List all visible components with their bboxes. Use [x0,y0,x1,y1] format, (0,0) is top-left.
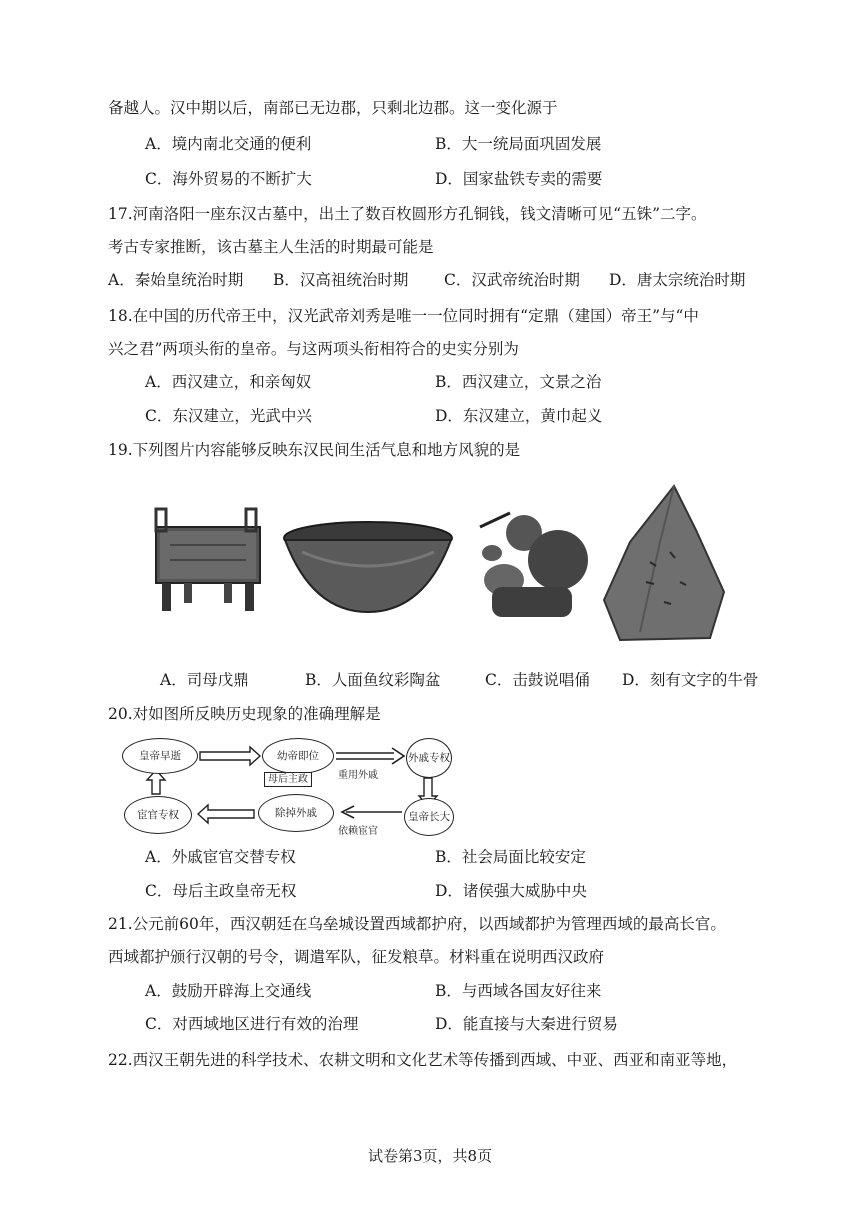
q17-stem-2: 考古专家推断，该古墓主人生活的时期最可能是 [108,238,434,256]
q18-option-d: D．东汉建立，黄巾起义 [435,407,603,425]
q16-option-d: D．国家盐铁专卖的需要 [435,170,603,188]
q21-stem-2: 西域都护颁行汉朝的号令，调遣军队，征发粮草。材料重在说明西汉政府 [108,948,605,966]
q21-stem-1: 21.公元前60年，西汉朝廷在乌垒城设置西域都护府，以西域都护为管理西域的最高长官。 [108,915,726,933]
page-footer: 试卷第3页，共8页 [368,1147,493,1165]
ding-vessel-image [150,505,270,615]
drum-storyteller-figurine-image [462,505,594,620]
power-cycle-diagram [118,736,458,836]
q18-option-c: C．东汉建立，光武中兴 [145,407,312,425]
q17-stem-1: 17.河南洛阳一座东汉古墓中，出土了数百枚圆形方孔铜钱，钱文清晰可见“五铢”二字。 [108,205,707,223]
q20-option-c: C．母后主政皇帝无权 [145,882,297,900]
q16-stem-tail: 备越人。汉中期以后，南部已无边郡，只剩北边郡。这一变化源于 [108,99,558,117]
q18-stem-1: 18.在中国的历代帝王中，汉光武帝刘秀是唯一一位同时拥有“定鼎（建国）帝王”与“中 [108,307,699,325]
q18-stem-2: 兴之君”两项头衔的皇帝。与这两项头衔相符合的史实分别为 [108,340,519,358]
q20-option-d: D．诸侯强大威胁中央 [435,882,587,900]
q17-option-c: C．汉武帝统治时期 [444,271,580,289]
label-rely-on-consort-clan: 重用外戚 [338,770,378,781]
q18-option-b: B．西汉建立，文景之治 [435,373,602,391]
q18-option-a: A．西汉建立，和亲匈奴 [145,373,312,391]
q22-stem-1: 22.西汉王朝先进的科学技术、农耕文明和文化艺术等传播到西域、中亚、西亚和南亚等地， [108,1051,738,1069]
node-child-emperor: 幼帝即位 [262,738,334,774]
q21-option-d: D．能直接与大秦进行贸易 [435,1015,618,1033]
q20-option-b: B．社会局面比较安定 [435,848,586,866]
q21-option-b: B．与西域各国友好往来 [435,982,602,1000]
node-remove-consort-clan: 除掉外戚 [258,794,334,832]
node-emperor-dies-early: 皇帝早逝 [122,738,198,774]
box-empress-regency: 母后主政 [264,772,312,787]
inscribed-ox-bone-image [600,482,728,644]
node-emperor-grows-up: 皇帝长大 [404,798,454,836]
q19-option-c: C．击鼓说唱俑 [485,671,590,689]
q17-option-b: B．汉高祖统治时期 [273,271,409,289]
q16-option-b: B．大一统局面巩固发展 [435,135,602,153]
q20-option-a: A．外戚宦官交替专权 [145,848,296,866]
q16-option-c: C．海外贸易的不断扩大 [145,170,312,188]
q19-option-b: B．人面鱼纹彩陶盆 [305,671,441,689]
node-consort-clan-power: 外戚专权 [406,738,452,778]
q17-option-a: A．秦始皇统治时期 [108,271,244,289]
q21-option-a: A．鼓励开辟海上交通线 [145,982,312,1000]
q16-option-a: A．境内南北交通的便利 [145,135,312,153]
label-rely-on-eunuchs: 依赖宦官 [338,826,378,837]
node-eunuch-power: 宦官专权 [124,796,192,834]
q21-option-c: C．对西域地区进行有效的治理 [145,1015,359,1033]
q20-stem: 20.对如图所反映历史现象的准确理解是 [108,705,381,723]
q17-option-d: D．唐太宗统治时期 [609,271,746,289]
q19-option-d: D．刻有文字的牛骨 [622,671,759,689]
q19-stem: 19.下列图片内容能够反映东汉民间生活气息和地方风貌的是 [108,441,521,459]
q19-option-a: A．司母戊鼎 [160,671,249,689]
painted-pottery-basin-image [282,520,454,615]
